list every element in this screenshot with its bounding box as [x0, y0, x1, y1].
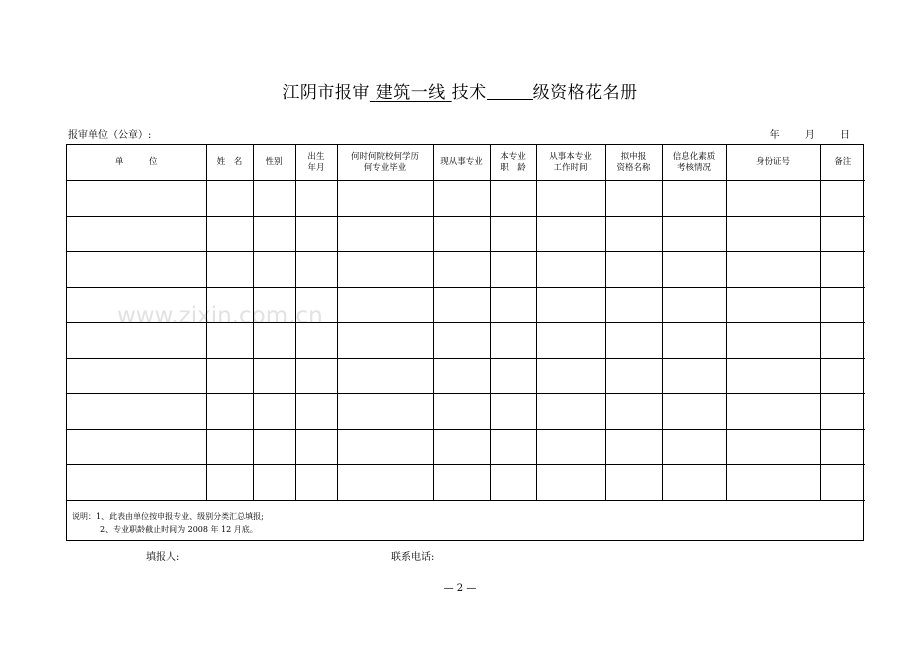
table-cell[interactable]	[820, 287, 865, 323]
table-cell[interactable]	[295, 181, 337, 217]
note-line-1: 说明：1、此表由单位按申报专业、级别分类汇总填报;	[72, 512, 264, 521]
header-row	[67, 145, 865, 181]
table-cell[interactable]	[536, 358, 605, 394]
table-cell[interactable]	[726, 358, 820, 394]
table-cell[interactable]	[662, 358, 726, 394]
table-cell[interactable]	[253, 252, 295, 288]
table-cell[interactable]	[820, 252, 865, 288]
day-label: 日	[840, 130, 850, 141]
table-cell[interactable]	[536, 465, 605, 501]
table-cell[interactable]	[726, 465, 820, 501]
table-cell[interactable]	[337, 394, 433, 430]
table-cell[interactable]	[337, 216, 433, 252]
month-label: 月	[804, 130, 815, 141]
table-cell[interactable]	[337, 252, 433, 288]
table-cell[interactable]	[295, 216, 337, 252]
table-cell[interactable]	[820, 394, 865, 430]
table-cell[interactable]	[490, 429, 536, 465]
table-cell[interactable]	[662, 429, 726, 465]
table-cell[interactable]	[726, 287, 820, 323]
table-cell[interactable]	[206, 181, 253, 217]
table-cell[interactable]	[295, 394, 337, 430]
table-cell[interactable]	[605, 252, 662, 288]
year-label: 年	[769, 130, 780, 141]
table-cell[interactable]	[433, 216, 490, 252]
title-middle: 技术	[451, 83, 487, 103]
table-row	[67, 323, 865, 359]
table-cell[interactable]	[433, 465, 490, 501]
table-cell[interactable]	[433, 252, 490, 288]
table-cell[interactable]	[337, 181, 433, 217]
table-cell[interactable]	[605, 394, 662, 430]
document-title	[0, 78, 920, 103]
title-field-category: 建筑一线	[375, 83, 446, 103]
table-cell[interactable]	[253, 429, 295, 465]
header-it-assessment: 信息化素质 考核情况	[662, 145, 726, 181]
table-cell[interactable]	[206, 287, 253, 323]
table-cell[interactable]	[206, 216, 253, 252]
table-cell[interactable]	[662, 465, 726, 501]
notes	[72, 510, 264, 536]
header-id-number: 身份证号	[726, 145, 820, 181]
table-cell[interactable]	[536, 429, 605, 465]
table-cell[interactable]	[820, 465, 865, 501]
table-cell[interactable]	[295, 465, 337, 501]
table-cell[interactable]	[536, 287, 605, 323]
table-cell[interactable]	[253, 358, 295, 394]
table-cell[interactable]	[536, 323, 605, 359]
title-blank-level	[487, 85, 533, 100]
header-unit: 单 位	[67, 145, 206, 181]
reporting-unit-label: 报审单位（公章）:	[68, 130, 152, 141]
page-number: — 2 —	[443, 583, 477, 594]
table-cell[interactable]	[206, 358, 253, 394]
table-row	[67, 287, 865, 323]
table-cell[interactable]	[605, 429, 662, 465]
table-cell[interactable]	[820, 358, 865, 394]
table-row	[67, 216, 865, 252]
table-cell[interactable]	[206, 394, 253, 430]
note-line-2: 2、专业职龄截止时间为 2008 年 12 月底。	[100, 525, 258, 534]
header-birth: 出生 年月	[295, 145, 337, 181]
table-cell[interactable]	[490, 465, 536, 501]
table-cell[interactable]	[662, 323, 726, 359]
table-cell[interactable]	[605, 358, 662, 394]
table-cell[interactable]	[295, 287, 337, 323]
header-current-major: 现从事专业	[433, 145, 490, 181]
table-row	[67, 252, 865, 288]
table-cell[interactable]	[726, 323, 820, 359]
header-remarks: 备注	[820, 145, 865, 181]
table-cell[interactable]	[820, 216, 865, 252]
table-cell[interactable]	[662, 394, 726, 430]
table-cell[interactable]	[536, 252, 605, 288]
table-cell[interactable]	[726, 181, 820, 217]
table-cell[interactable]	[206, 429, 253, 465]
table-cell[interactable]	[253, 323, 295, 359]
table-cell[interactable]	[490, 181, 536, 217]
table-cell[interactable]	[605, 465, 662, 501]
table-cell[interactable]	[295, 252, 337, 288]
table-cell[interactable]	[67, 394, 206, 430]
table-cell[interactable]	[67, 323, 206, 359]
table-row	[67, 181, 865, 217]
table-cell[interactable]	[726, 252, 820, 288]
table-cell[interactable]	[337, 429, 433, 465]
table-cell[interactable]	[253, 216, 295, 252]
table-cell[interactable]	[536, 181, 605, 217]
roster-sheet	[66, 144, 864, 541]
table-cell[interactable]	[337, 358, 433, 394]
table-cell[interactable]	[433, 429, 490, 465]
header-work-time: 从事本专业 工作时间	[536, 145, 605, 181]
header-name: 姓 名	[206, 145, 253, 181]
table-cell[interactable]	[253, 465, 295, 501]
watermark: www.zixin.com.cn	[117, 303, 323, 329]
table-cell[interactable]	[536, 216, 605, 252]
table-cell[interactable]	[67, 287, 206, 323]
table-cell[interactable]	[490, 358, 536, 394]
table-cell[interactable]	[820, 181, 865, 217]
table-cell[interactable]	[490, 394, 536, 430]
table-cell[interactable]	[433, 287, 490, 323]
table-cell[interactable]	[67, 181, 206, 217]
table-cell[interactable]	[67, 465, 206, 501]
filler-label: 填报人:	[146, 552, 180, 563]
table-cell[interactable]	[605, 181, 662, 217]
roster-table	[67, 145, 865, 501]
title-prefix: 江阴市报审	[282, 83, 370, 103]
table-cell[interactable]	[605, 287, 662, 323]
header-qualification: 拟申报 资格名称	[605, 145, 662, 181]
table-cell[interactable]	[605, 323, 662, 359]
table-cell[interactable]	[67, 358, 206, 394]
table-cell[interactable]	[206, 323, 253, 359]
header-gender: 性别	[253, 145, 295, 181]
table-cell[interactable]	[490, 252, 536, 288]
table-row	[67, 394, 865, 430]
table-cell[interactable]	[67, 252, 206, 288]
table-cell[interactable]	[295, 323, 337, 359]
table-cell[interactable]	[820, 323, 865, 359]
table-cell[interactable]	[536, 394, 605, 430]
table-cell[interactable]	[605, 216, 662, 252]
table-cell[interactable]	[726, 216, 820, 252]
header-education: 何时何院校何学历 何专业毕业	[337, 145, 433, 181]
table-cell[interactable]	[433, 394, 490, 430]
table-cell[interactable]	[253, 287, 295, 323]
table-cell[interactable]	[253, 394, 295, 430]
table-cell[interactable]	[337, 287, 433, 323]
date-fields	[748, 126, 850, 141]
table-cell[interactable]	[662, 181, 726, 217]
table-cell[interactable]	[490, 216, 536, 252]
table-cell[interactable]	[662, 252, 726, 288]
table-row	[67, 358, 865, 394]
table-row	[67, 429, 865, 465]
table-cell[interactable]	[433, 181, 490, 217]
table-cell[interactable]	[490, 287, 536, 323]
table-cell[interactable]	[433, 323, 490, 359]
table-cell[interactable]	[67, 429, 206, 465]
table-cell[interactable]	[253, 181, 295, 217]
table-cell[interactable]	[433, 358, 490, 394]
table-cell[interactable]	[67, 216, 206, 252]
table-cell[interactable]	[206, 465, 253, 501]
table-cell[interactable]	[337, 323, 433, 359]
table-cell[interactable]	[726, 394, 820, 430]
phone-label: 联系电话:	[391, 552, 435, 563]
table-cell[interactable]	[662, 216, 726, 252]
table-cell[interactable]	[295, 429, 337, 465]
title-suffix: 级资格花名册	[532, 83, 638, 103]
table-cell[interactable]	[662, 287, 726, 323]
header-years: 本专业 职 龄	[490, 145, 536, 181]
table-row	[67, 465, 865, 501]
table-cell[interactable]	[490, 323, 536, 359]
table-cell[interactable]	[206, 252, 253, 288]
table-cell[interactable]	[820, 429, 865, 465]
table-cell[interactable]	[337, 465, 433, 501]
table-cell[interactable]	[726, 429, 820, 465]
table-cell[interactable]	[295, 358, 337, 394]
